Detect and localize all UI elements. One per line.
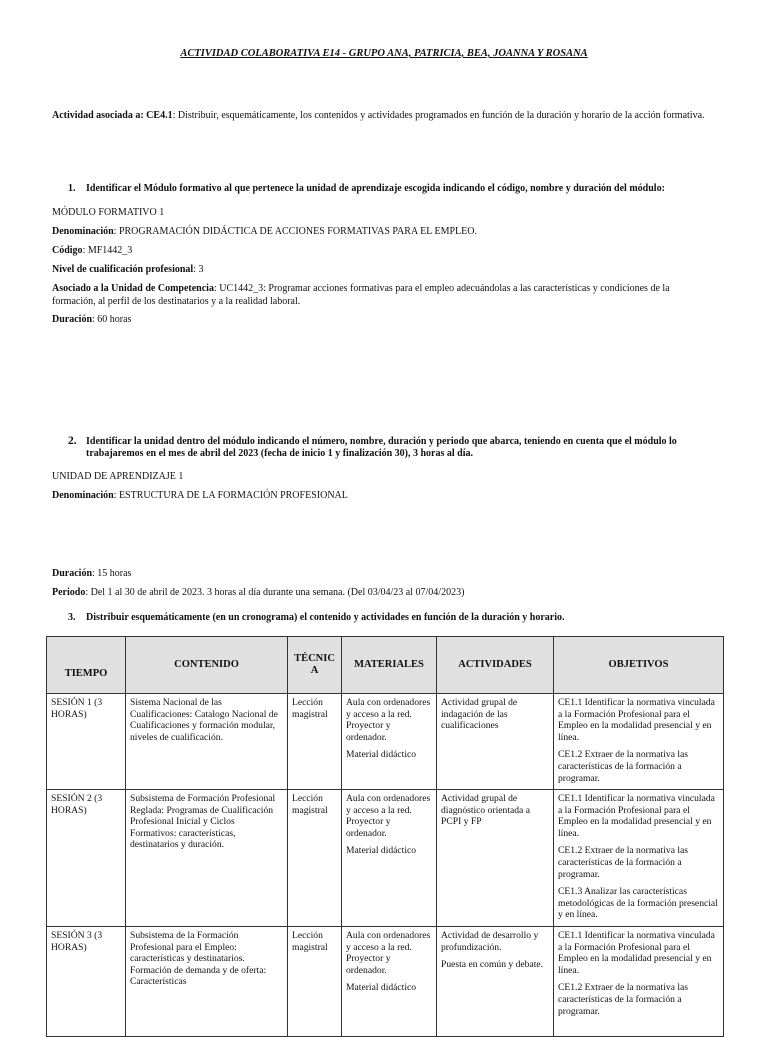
- unit-periodo-value: : Del 1 al 30 de abril de 2023. 3 horas al día durante una semana. (Del 03/04/23 al 07/04/2023): [85, 587, 465, 598]
- unit-title: UNIDAD DE APRENDIZAJE 1: [52, 471, 184, 482]
- unit-periodo: [52, 587, 752, 600]
- cell-materiales: [342, 694, 437, 790]
- section2-heading: [86, 436, 746, 460]
- header-objetivos: OBJETIVOS: [554, 637, 724, 694]
- cell-actividades: [437, 790, 554, 927]
- header-tecnica-line2: A: [310, 665, 319, 676]
- module-nivel-value: : 3: [193, 264, 204, 275]
- cell-paragraph: CE1.3 Analizar las características metodológicas de la formación presencial y en línea.: [558, 886, 718, 921]
- activity-text: : Distribuir, esquemáticamente, los contenidos y actividades programados en función de la duración y horario de la acción formativa.: [172, 110, 705, 121]
- module-denominacion-value: : PROGRAMACIÓN DIDÁCTICA DE ACCIONES FORMATIVAS PARA EL EMPLEO.: [113, 226, 477, 237]
- cell-paragraph: CE1.1 Identificar la normativa vinculada a la Formación Profesional para el Empleo en la modalidad presencial y en línea.: [558, 793, 715, 839]
- module-asociado: [52, 283, 742, 308]
- cell-paragraph: CE1.2 Extraer de la normativa las características de la formación a programar.: [558, 982, 689, 1017]
- cell-tiempo: SESIÓN 3 (3 HORAS): [47, 927, 126, 1037]
- cell-paragraph: Puesta en común y debate.: [441, 959, 544, 971]
- cell-actividades: [437, 694, 554, 790]
- cell-paragraph: Material didáctico: [346, 749, 417, 761]
- section1-heading: Identificar el Módulo formativo al que pertenece la unidad de aprendizaje escogida indicando el código, nombre y duración del módulo:: [86, 183, 665, 194]
- section1-number: 1.: [68, 183, 76, 194]
- cell-paragraph: Material didáctico: [346, 845, 417, 857]
- cell-paragraph: Actividad de desarrollo y profundización.: [441, 930, 539, 953]
- header-tecnica-line1: TÉCNIC: [294, 653, 335, 665]
- cell-objetivos: [554, 694, 724, 790]
- module-codigo-label: Código: [52, 245, 83, 256]
- table-row: [47, 790, 724, 927]
- unit-denominacion: [52, 490, 742, 503]
- header-materiales: MATERIALES: [342, 637, 437, 694]
- cell-tiempo: SESIÓN 2 (3 HORAS): [47, 790, 126, 927]
- module-denominacion: [52, 226, 742, 239]
- module-codigo: [52, 245, 132, 258]
- module-asociado-label: Asociado a la Unidad de Competencia: [52, 283, 214, 294]
- cell-tecnica: Lección magistral: [288, 927, 342, 1037]
- table-row: [47, 694, 724, 790]
- section2-heading-line1: Identificar la unidad dentro del módulo indicando el número, nombre, duración y periodo que abarca, teniendo en cuenta que el módulo lo: [86, 436, 677, 447]
- cell-paragraph: CE1.1 Identificar la normativa vinculada a la Formación Profesional para el Empleo en la modalidad presencial y en línea.: [558, 697, 715, 743]
- unit-periodo-label: Periodo: [52, 587, 86, 598]
- activity-label: Actividad asociada a:: [52, 110, 147, 121]
- section2-heading-line2: trabajaremos en el mes de abril del 2023 (fecha de inicio 1 y finalización 30), 3 horas al día.: [86, 448, 474, 459]
- cell-paragraph: Aula con ordenadores y acceso a la red. Proyector y ordenador.: [346, 930, 431, 976]
- module-title: MÓDULO FORMATIVO 1: [52, 207, 165, 218]
- cronograma-table: [46, 636, 724, 1037]
- activity-line: [52, 110, 742, 123]
- cell-objetivos: [554, 790, 724, 927]
- cell-contenido: Subsistema de la Formación Profesional para el Empleo: características y destinatarios. Formación de demanda y de oferta: Características: [126, 927, 288, 1037]
- module-asociado-value-line2: formación, al perfil de los destinatarios y a la realidad laboral.: [52, 295, 301, 307]
- cell-paragraph: Material didáctico: [346, 982, 417, 994]
- header-tecnica: [288, 637, 342, 694]
- cell-paragraph: Aula con ordenadores y acceso a la red. Proyector y ordenador.: [346, 697, 431, 743]
- module-nivel: [52, 264, 203, 277]
- header-contenido: CONTENIDO: [126, 637, 288, 694]
- section3-number: 3.: [68, 612, 76, 623]
- section2-number: 2.: [68, 435, 77, 447]
- header-actividades: ACTIVIDADES: [437, 637, 554, 694]
- module-denominacion-label: Denominación: [52, 226, 114, 237]
- cell-paragraph: Actividad grupal de diagnóstico orientada a PCPI y FP: [441, 793, 530, 828]
- table-header-row: [47, 637, 724, 694]
- cell-materiales: [342, 927, 437, 1037]
- cell-paragraph: Aula con ordenadores y acceso a la red. Proyector y ordenador.: [346, 793, 431, 839]
- module-asociado-value-line1: : UC1442_3: Programar acciones formativas para el empleo adecuándolas a las características y condiciones de la: [213, 283, 670, 294]
- unit-duracion-label: Duración: [52, 568, 92, 579]
- cell-materiales: [342, 790, 437, 927]
- cell-paragraph: Actividad grupal de indagación de las cualificaciones: [441, 697, 518, 732]
- module-nivel-label: Nivel de cualificación profesional: [52, 264, 194, 275]
- document-title: ACTIVIDAD COLABORATIVA E14 - GRUPO ANA, PATRICIA, BEA, JOANNA Y ROSANA: [180, 48, 588, 59]
- cell-tecnica: Lección magistral: [288, 790, 342, 927]
- activity-code: CE4.1: [146, 110, 173, 121]
- unit-denominacion-label: Denominación: [52, 490, 114, 501]
- cell-paragraph: CE1.1 Identificar la normativa vinculada a la Formación Profesional para el Empleo en la modalidad presencial y en línea.: [558, 930, 715, 976]
- cell-tecnica: Lección magistral: [288, 694, 342, 790]
- section3-heading: Distribuir esquemáticamente (en un cronograma) el contenido y actividades en función de la duración y horario.: [86, 612, 565, 623]
- cell-actividades: [437, 927, 554, 1037]
- unit-duracion-value: : 15 horas: [92, 568, 132, 579]
- module-duracion-label: Duración: [52, 314, 92, 325]
- cell-paragraph: CE1.2 Extraer de la normativa las características de la formación a programar.: [558, 845, 689, 880]
- table-row: [47, 927, 724, 1037]
- cell-paragraph: CE1.2 Extraer de la normativa las características de la formación a programar.: [558, 749, 689, 784]
- header-tiempo: TIEMPO: [47, 637, 126, 694]
- unit-denominacion-value: : ESTRUCTURA DE LA FORMACIÓN PROFESIONAL: [113, 490, 348, 501]
- cell-contenido: Sistema Nacional de las Cualificaciones: Catalogo Nacional de Cualificaciones y formación modular, niveles de cualificación.: [126, 694, 288, 790]
- cell-contenido: Subsistema de Formación Profesional Reglada: Programas de Cualificación Profesional Inicial y Ciclos Formativos: características, destinatarios y duración.: [126, 790, 288, 927]
- module-duracion-value: : 60 horas: [92, 314, 132, 325]
- module-codigo-value: : MF1442_3: [82, 245, 133, 256]
- cell-objetivos: [554, 927, 724, 1037]
- cell-tiempo: SESIÓN 1 (3 HORAS): [47, 694, 126, 790]
- unit-duracion: [52, 568, 131, 581]
- module-duracion: [52, 314, 131, 327]
